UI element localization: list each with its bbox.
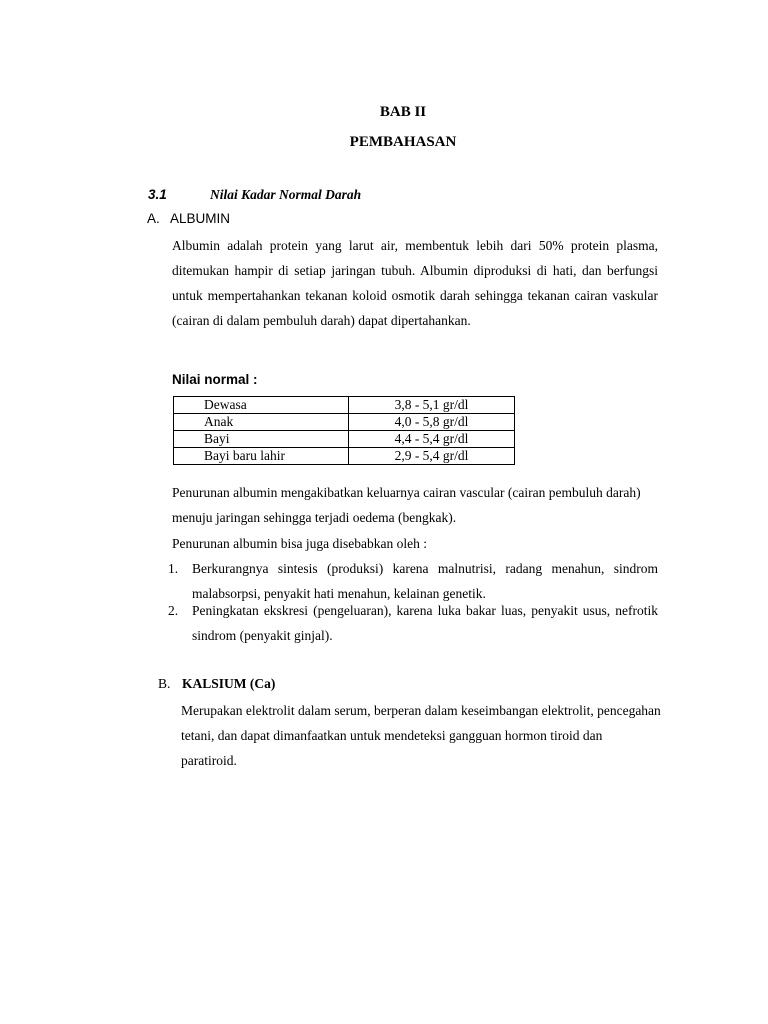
kalsium-description: Merupakan elektrolit dalam serum, berperan dalam keseimbangan elektrolit, pencegahan tetani, dan dapat dimanfaatkan untuk mendeteksi gangguan hormon tiroid dan paratiroid. bbox=[181, 703, 661, 768]
group-cell: Bayi bbox=[174, 431, 349, 448]
albumin-decrease-intro: Penurunan albumin bisa juga disebabkan oleh : bbox=[172, 536, 427, 551]
subsection-letter: B. bbox=[158, 676, 171, 691]
chapter-number: BAB II bbox=[379, 104, 427, 120]
group-cell: Anak bbox=[174, 414, 349, 431]
normal-values-label: Nilai normal : bbox=[172, 372, 258, 387]
table-row bbox=[174, 431, 515, 448]
chapter-title: PEMBAHASAN bbox=[349, 134, 457, 150]
subsection-title: ALBUMIN bbox=[170, 211, 231, 226]
albumin-description: Albumin adalah protein yang larut air, membentuk lebih dari 50% protein plasma, ditemukan hampir di setiap jaringan tubuh. Albumin diproduksi di hati, dan berfungsi untuk mempertahankan tekanan koloid osmotik darah sehingga tekanan cairan vaskular (cairan di dalam pembuluh darah) dapat dipertahankan. bbox=[172, 238, 658, 328]
subsection-title: KALSIUM (Ca) bbox=[182, 676, 276, 691]
list-item-number: 1. bbox=[168, 561, 179, 576]
value-cell: 2,9 - 5,4 gr/dl bbox=[349, 448, 515, 465]
subsection-kalsium-heading bbox=[158, 676, 275, 692]
list-item-text: Berkurangnya sintesis (produksi) karena malnutrisi, radang menahun, sindrom malabsorpsi, penyakit hati menahun, kelainan genetik. bbox=[192, 561, 658, 601]
subsection-albumin-heading bbox=[147, 211, 230, 226]
table-row bbox=[174, 448, 515, 465]
group-cell: Bayi baru lahir bbox=[174, 448, 349, 465]
list-item-number: 2. bbox=[168, 603, 179, 618]
value-cell: 4,4 - 5,4 gr/dl bbox=[349, 431, 515, 448]
normal-values-table bbox=[173, 396, 515, 465]
list-item bbox=[168, 598, 658, 648]
list-item-text: Peningkatan ekskresi (pengeluaran), karena luka bakar luas, penyakit usus, nefrotik sindrom (penyakit ginjal). bbox=[192, 603, 658, 643]
group-cell: Dewasa bbox=[174, 397, 349, 414]
section-number: 3.1 bbox=[148, 187, 167, 202]
value-cell: 4,0 - 5,8 gr/dl bbox=[349, 414, 515, 431]
section-heading bbox=[148, 187, 361, 203]
value-cell: 3,8 - 5,1 gr/dl bbox=[349, 397, 515, 414]
table-row bbox=[174, 414, 515, 431]
subsection-letter: A. bbox=[147, 211, 160, 226]
table-row bbox=[174, 397, 515, 414]
albumin-decrease-effect: Penurunan albumin mengakibatkan keluarnya cairan vascular (cairan pembuluh darah) menuju jaringan sehingga terjadi oedema (bengkak). bbox=[172, 485, 641, 525]
section-title: Nilai Kadar Normal Darah bbox=[210, 187, 362, 202]
